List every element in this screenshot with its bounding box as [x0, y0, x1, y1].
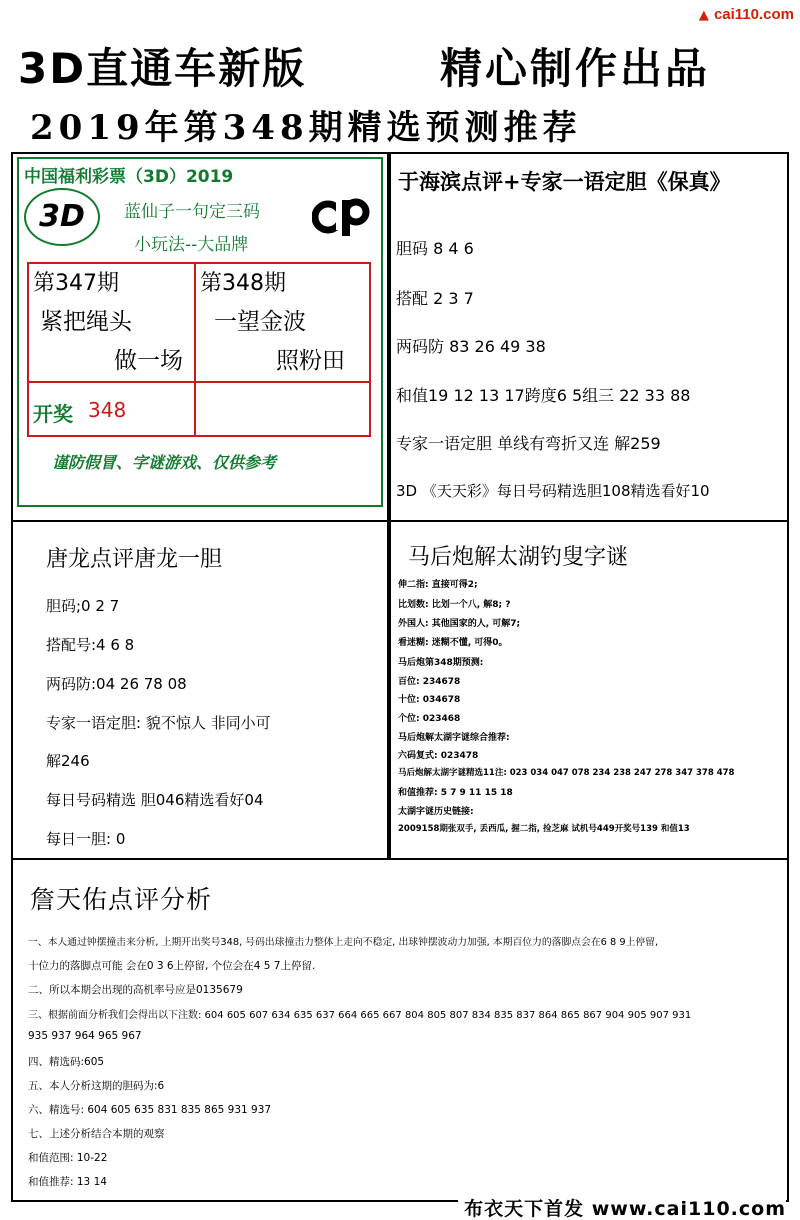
- tang-line: 每日一胆: 0: [46, 830, 126, 848]
- card-disclaimer: 谨防假冒、字谜游戏、仅供参考: [52, 453, 277, 472]
- card-line2: 小玩法--大品牌: [134, 235, 249, 255]
- zhan-line: 和值范围: 10-22: [28, 1152, 108, 1164]
- grid-divider-vertical: [194, 262, 196, 437]
- zhan-line: 二、所以本期会出现的高机率号应是0135679: [28, 984, 243, 996]
- zhan-line: 三、根据前面分析我们会得出以下注数: 604 605 607 634 635 637 664 665 667 804 805 807 834 835 837 864 865 867 904 905 907 931: [28, 1010, 692, 1021]
- watermark-top: ▲ cai110.com: [698, 6, 794, 23]
- ma-line: 个位: 023468: [398, 714, 461, 724]
- zhan-line: 七、上述分析结合本期的观察: [28, 1128, 165, 1140]
- zhan-line: 六、精选号: 604 605 635 831 835 865 931 937: [28, 1104, 272, 1116]
- yu-line: 专家一语定胆 单线有弯折又连 解259: [396, 434, 661, 453]
- ma-panel-title: 马后炮解太湖钓叟字谜: [408, 545, 629, 570]
- header-left-title: 3D直通车新版: [18, 44, 307, 93]
- zhan-line: 一、本人通过钟摆撞击来分析, 上期开出奖号348, 号码出球撞击力整体上走向不稳定, 出球钟摆波动力加强, 本期百位力的落脚点会在6 8 9上停留,: [28, 937, 659, 948]
- card-brand: 中国福利彩票（3D）2019: [24, 167, 234, 187]
- zhan-line: 和值推荐: 13 14: [28, 1176, 107, 1188]
- zhan-line: 五、本人分析这期的胆码为:6: [28, 1080, 165, 1092]
- tang-line: 每日号码精选 胆046精选看好04: [46, 791, 264, 809]
- zhan-line: 四、精选码:605: [28, 1056, 105, 1068]
- cp-logo-icon: [312, 196, 370, 238]
- ma-line: 外国人: 其他国家的人, 可解7;: [398, 619, 521, 629]
- ma-line: 六码复式: 023478: [398, 751, 479, 761]
- yu-line: 胆码 8 4 6: [396, 239, 474, 258]
- cur-issue: 第348期: [200, 271, 286, 296]
- footer-text: 布衣天下首发 www.cai110.com: [458, 1194, 786, 1220]
- cur-riddle-1: 一望金波: [214, 309, 306, 335]
- card-line1: 蓝仙子一句定三码: [124, 202, 260, 222]
- ma-line: 比划数: 比划一个八, 解8; ?: [398, 600, 511, 610]
- tang-panel-title: 唐龙点评唐龙一胆: [46, 547, 223, 572]
- yu-line: 3D 《天天彩》每日号码精选胆108精选看好10: [396, 482, 710, 500]
- yu-line: 两码防 83 26 49 38: [396, 337, 546, 356]
- ma-line: 百位: 234678: [398, 677, 461, 687]
- yu-line: 搭配 2 3 7: [396, 289, 474, 308]
- ma-line: 马后炮解太湖字谜综合推荐:: [398, 733, 510, 743]
- yu-line: 和值19 12 13 17跨度6 5组三 22 33 88: [396, 386, 691, 405]
- tang-line: 胆码;0 2 7: [46, 597, 120, 615]
- prev-issue: 第347期: [33, 271, 119, 296]
- ma-line: 十位: 034678: [398, 695, 461, 705]
- tang-line: 搭配号:4 6 8: [46, 636, 135, 654]
- zhan-line: 935 937 964 965 967: [28, 1030, 142, 1042]
- grid-divider-horizontal: [27, 381, 371, 383]
- ma-line: 马后炮第348期预测:: [398, 658, 484, 668]
- tang-line: 专家一语定胆: 貌不惊人 非同小可: [46, 714, 271, 732]
- tang-line: 解246: [46, 752, 90, 770]
- prev-riddle-1: 紧把绳头: [40, 309, 132, 335]
- tang-line: 两码防:04 26 78 08: [46, 675, 187, 693]
- ma-line: 2009158期张双手, 丢西瓜, 握二指, 捡芝麻 试机号449开奖号139 和值13: [398, 824, 690, 834]
- draw-value: 348: [88, 398, 127, 422]
- yu-panel-title: 于海滨点评+专家一语定胆《保真》: [398, 169, 731, 194]
- logo-flame-icon: ▲: [698, 8, 709, 23]
- zhan-line: 十位力的落脚点可能 会在0 3 6上停留, 个位会在4 5 7上停留.: [28, 960, 316, 972]
- zhan-panel-title: 詹天佑点评分析: [30, 885, 213, 914]
- prev-riddle-2: 做一场: [114, 348, 183, 374]
- ma-line: 太湖字谜历史链接:: [398, 807, 474, 817]
- header-subtitle: 2019年第348期精选预测推荐: [30, 108, 582, 148]
- draw-label: 开奖: [33, 402, 73, 426]
- ma-line: 和值推荐: 5 7 9 11 15 18: [398, 788, 513, 798]
- header-right-title: 精心制作出品: [440, 44, 711, 93]
- ma-line: 看迷糊: 迷糊不懂, 可得0。: [398, 638, 508, 648]
- ma-line: 伸二指: 直接可得2;: [398, 580, 478, 590]
- ma-line: 马后炮解太湖字谜精选11注: 023 034 047 078 234 238 247 278 347 378 478: [398, 768, 735, 778]
- card-logo-text: 3D: [39, 199, 85, 234]
- cur-riddle-2: 照粉田: [276, 348, 345, 374]
- card-logo: [24, 188, 100, 246]
